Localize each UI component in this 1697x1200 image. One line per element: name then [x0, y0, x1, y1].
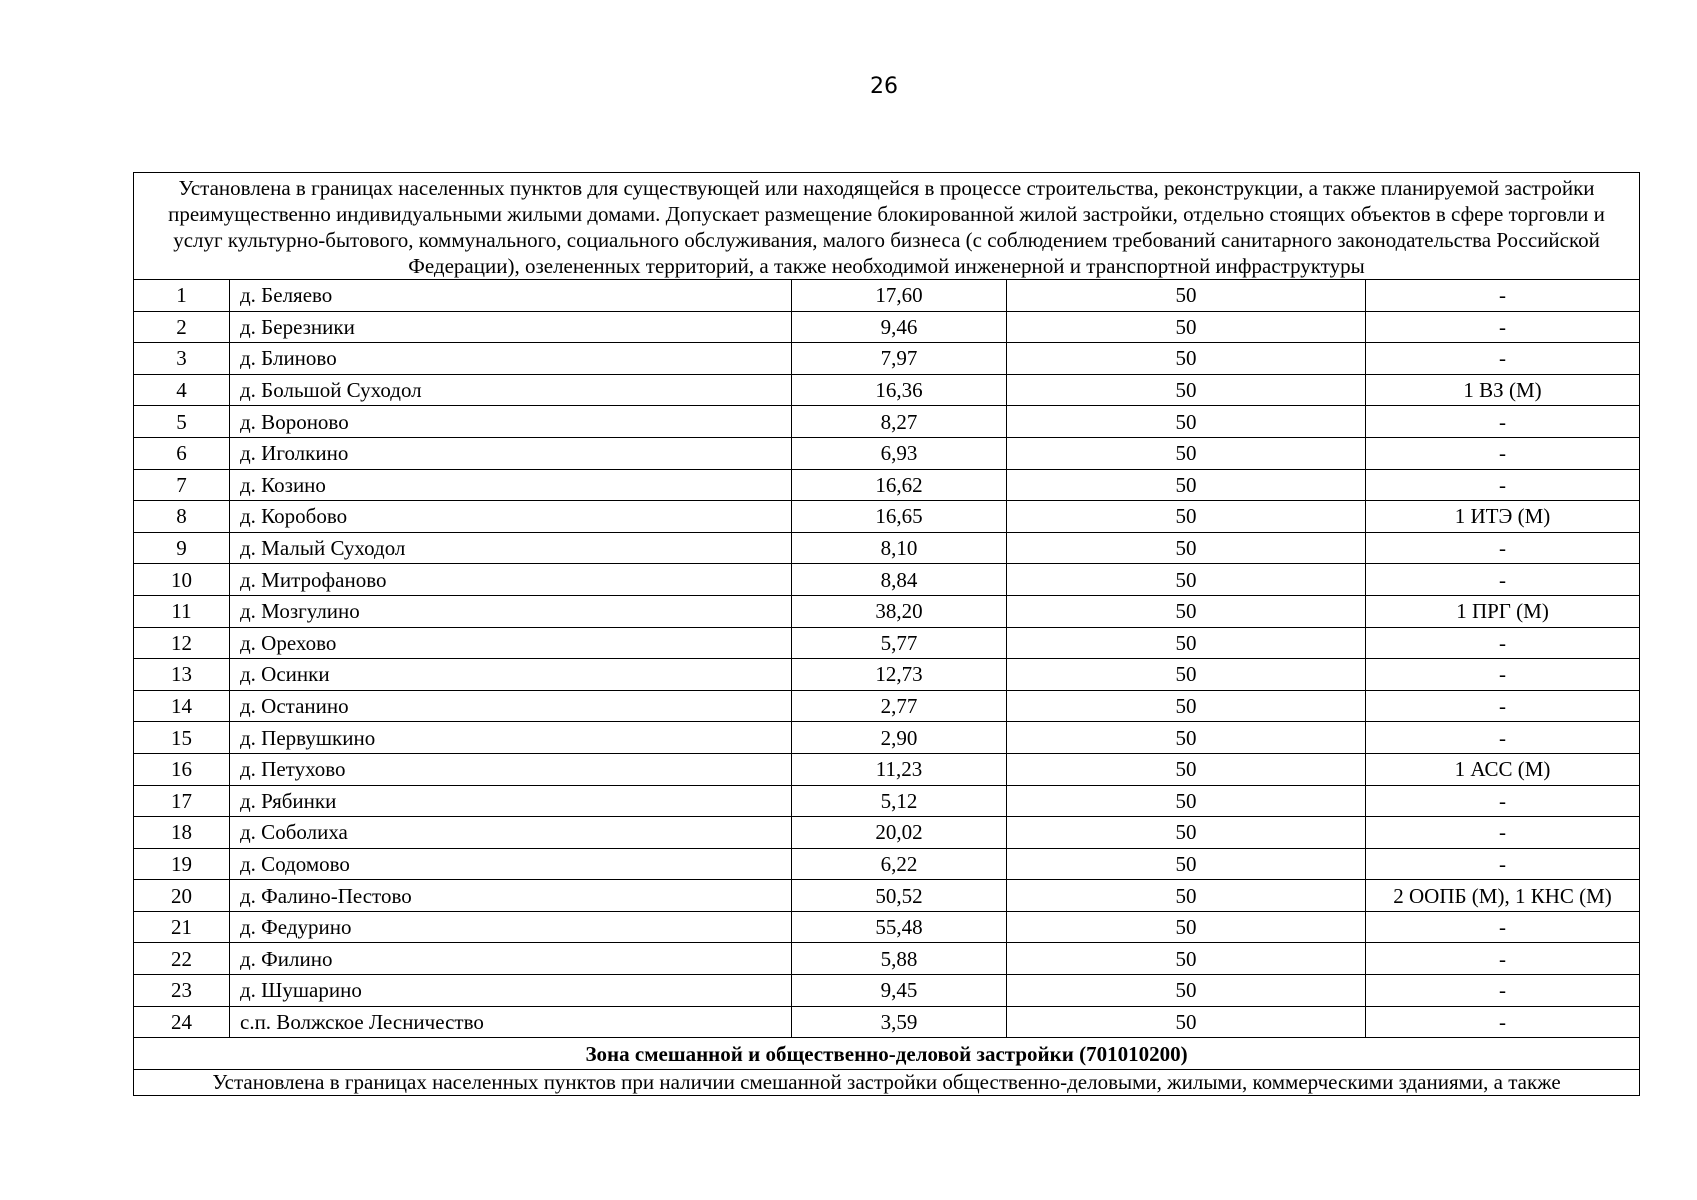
- settlement-name-cell: д. Березники: [230, 311, 792, 343]
- table-row: [134, 374, 1640, 406]
- settlement-name-cell: д. Содомово: [230, 848, 792, 880]
- row-number-cell: 17: [134, 785, 230, 817]
- row-number-cell: 8: [134, 501, 230, 533]
- density-cell: 50: [1007, 311, 1366, 343]
- density-cell: 50: [1007, 532, 1366, 564]
- settlement-name-cell: д. Мозгулино: [230, 595, 792, 627]
- table-row: [134, 943, 1640, 975]
- settlement-name-cell: д. Рябинки: [230, 785, 792, 817]
- density-cell: 50: [1007, 1006, 1366, 1038]
- area-cell: 17,60: [792, 280, 1007, 312]
- density-cell: 50: [1007, 406, 1366, 438]
- facilities-cell: -: [1366, 564, 1640, 596]
- density-cell: 50: [1007, 753, 1366, 785]
- row-number-cell: 19: [134, 848, 230, 880]
- density-cell: 50: [1007, 469, 1366, 501]
- density-cell: 50: [1007, 501, 1366, 533]
- facilities-cell: -: [1366, 911, 1640, 943]
- facilities-cell: -: [1366, 722, 1640, 754]
- facilities-cell: -: [1366, 627, 1640, 659]
- row-number-cell: 9: [134, 532, 230, 564]
- intro-text: Установлена в границах населенных пунктов для существующей или находящейся в процессе строительства, реконструкции, а также планируемой застройки преимущественно индивидуальными жилыми домами. Допускает размещение блокированной жилой застройки, отдельно стоящих объектов в сфере торговли и услуг культурно-бытового, коммунального, социального обслуживания, малого бизнеса (с соблюдением требований санитарного законодательства Российской Федерации), озелененных территорий, а также необходимой инженерной и транспортной инфраструктуры: [134, 173, 1640, 280]
- settlement-name-cell: д. Останино: [230, 690, 792, 722]
- row-number-cell: 12: [134, 627, 230, 659]
- area-cell: 12,73: [792, 659, 1007, 691]
- area-cell: 7,97: [792, 343, 1007, 375]
- density-cell: 50: [1007, 722, 1366, 754]
- settlement-name-cell: д. Беляево: [230, 280, 792, 312]
- density-cell: 50: [1007, 817, 1366, 849]
- facilities-cell: 2 ООПБ (М), 1 КНС (М): [1366, 880, 1640, 912]
- row-number-cell: 23: [134, 975, 230, 1007]
- table-row: [134, 280, 1640, 312]
- table-row: [134, 722, 1640, 754]
- area-cell: 38,20: [792, 595, 1007, 627]
- facilities-cell: -: [1366, 690, 1640, 722]
- area-cell: 9,45: [792, 975, 1007, 1007]
- row-number-cell: 16: [134, 753, 230, 785]
- density-cell: 50: [1007, 280, 1366, 312]
- row-number-cell: 6: [134, 437, 230, 469]
- facilities-cell: -: [1366, 817, 1640, 849]
- settlement-name-cell: д. Блиново: [230, 343, 792, 375]
- table-row: [134, 690, 1640, 722]
- settlement-name-cell: д. Коробово: [230, 501, 792, 533]
- density-cell: 50: [1007, 374, 1366, 406]
- area-cell: 11,23: [792, 753, 1007, 785]
- row-number-cell: 22: [134, 943, 230, 975]
- settlement-name-cell: д. Фалино-Пестово: [230, 880, 792, 912]
- table-row: [134, 501, 1640, 533]
- zone-table-body: [134, 173, 1640, 1096]
- facilities-cell: -: [1366, 343, 1640, 375]
- density-cell: 50: [1007, 627, 1366, 659]
- area-cell: 20,02: [792, 817, 1007, 849]
- facilities-cell: -: [1366, 437, 1640, 469]
- settlement-name-cell: д. Большой Суходол: [230, 374, 792, 406]
- row-number-cell: 24: [134, 1006, 230, 1038]
- zone-heading-row: [134, 1038, 1640, 1070]
- settlement-name-cell: д. Шушарино: [230, 975, 792, 1007]
- area-cell: 8,27: [792, 406, 1007, 438]
- facilities-cell: -: [1366, 785, 1640, 817]
- density-cell: 50: [1007, 943, 1366, 975]
- table-row: [134, 532, 1640, 564]
- table-row: [134, 911, 1640, 943]
- trailing-text: Установлена в границах населенных пунктов при наличии смешанной застройки общественно-деловыми, жилыми, коммерческими зданиями, а также: [134, 1069, 1640, 1095]
- area-cell: 50,52: [792, 880, 1007, 912]
- area-cell: 16,65: [792, 501, 1007, 533]
- area-cell: 2,90: [792, 722, 1007, 754]
- table-row: [134, 975, 1640, 1007]
- settlement-name-cell: д. Митрофаново: [230, 564, 792, 596]
- row-number-cell: 3: [134, 343, 230, 375]
- density-cell: 50: [1007, 785, 1366, 817]
- row-number-cell: 11: [134, 595, 230, 627]
- settlement-name-cell: д. Первушкино: [230, 722, 792, 754]
- area-cell: 2,77: [792, 690, 1007, 722]
- facilities-cell: -: [1366, 469, 1640, 501]
- settlement-name-cell: д. Соболиха: [230, 817, 792, 849]
- facilities-cell: -: [1366, 280, 1640, 312]
- row-number-cell: 20: [134, 880, 230, 912]
- settlement-name-cell: с.п. Волжское Лесничество: [230, 1006, 792, 1038]
- density-cell: 50: [1007, 690, 1366, 722]
- facilities-cell: 1 ВЗ (М): [1366, 374, 1640, 406]
- row-number-cell: 13: [134, 659, 230, 691]
- row-number-cell: 5: [134, 406, 230, 438]
- settlement-name-cell: д. Орехово: [230, 627, 792, 659]
- density-cell: 50: [1007, 437, 1366, 469]
- table-row: [134, 469, 1640, 501]
- facilities-cell: -: [1366, 311, 1640, 343]
- page-number: 26: [870, 74, 898, 99]
- density-cell: 50: [1007, 595, 1366, 627]
- row-number-cell: 2: [134, 311, 230, 343]
- table-row: [134, 1006, 1640, 1038]
- facilities-cell: -: [1366, 943, 1640, 975]
- settlement-name-cell: д. Малый Суходол: [230, 532, 792, 564]
- table-row: [134, 659, 1640, 691]
- table-row: [134, 437, 1640, 469]
- zone-heading: Зона смешанной и общественно-деловой застройки (701010200): [134, 1038, 1640, 1070]
- facilities-cell: -: [1366, 659, 1640, 691]
- settlement-name-cell: д. Осинки: [230, 659, 792, 691]
- row-number-cell: 21: [134, 911, 230, 943]
- row-number-cell: 1: [134, 280, 230, 312]
- settlement-name-cell: д. Иголкино: [230, 437, 792, 469]
- table-row: [134, 848, 1640, 880]
- area-cell: 6,93: [792, 437, 1007, 469]
- density-cell: 50: [1007, 564, 1366, 596]
- area-cell: 55,48: [792, 911, 1007, 943]
- area-cell: 16,36: [792, 374, 1007, 406]
- zone-table: [133, 172, 1640, 1096]
- settlement-name-cell: д. Вороново: [230, 406, 792, 438]
- settlement-name-cell: д. Козино: [230, 469, 792, 501]
- table-row: [134, 880, 1640, 912]
- facilities-cell: -: [1366, 532, 1640, 564]
- density-cell: 50: [1007, 848, 1366, 880]
- area-cell: 5,77: [792, 627, 1007, 659]
- area-cell: 5,88: [792, 943, 1007, 975]
- density-cell: 50: [1007, 975, 1366, 1007]
- density-cell: 50: [1007, 659, 1366, 691]
- row-number-cell: 15: [134, 722, 230, 754]
- intro-row: [134, 173, 1640, 280]
- table-row: [134, 595, 1640, 627]
- table-row: [134, 753, 1640, 785]
- facilities-cell: -: [1366, 1006, 1640, 1038]
- area-cell: 16,62: [792, 469, 1007, 501]
- area-cell: 6,22: [792, 848, 1007, 880]
- density-cell: 50: [1007, 343, 1366, 375]
- facilities-cell: 1 АСС (М): [1366, 753, 1640, 785]
- settlement-name-cell: д. Филино: [230, 943, 792, 975]
- area-cell: 5,12: [792, 785, 1007, 817]
- table-row: [134, 817, 1640, 849]
- density-cell: 50: [1007, 880, 1366, 912]
- facilities-cell: -: [1366, 848, 1640, 880]
- facilities-cell: 1 ПРГ (М): [1366, 595, 1640, 627]
- row-number-cell: 14: [134, 690, 230, 722]
- facilities-cell: -: [1366, 975, 1640, 1007]
- table-row: [134, 311, 1640, 343]
- trailing-text-row: [134, 1069, 1640, 1095]
- table-row: [134, 627, 1640, 659]
- density-cell: 50: [1007, 911, 1366, 943]
- settlement-name-cell: д. Федурино: [230, 911, 792, 943]
- facilities-cell: -: [1366, 406, 1640, 438]
- row-number-cell: 18: [134, 817, 230, 849]
- table-row: [134, 785, 1640, 817]
- area-cell: 8,84: [792, 564, 1007, 596]
- row-number-cell: 7: [134, 469, 230, 501]
- row-number-cell: 10: [134, 564, 230, 596]
- facilities-cell: 1 ИТЭ (М): [1366, 501, 1640, 533]
- area-cell: 8,10: [792, 532, 1007, 564]
- row-number-cell: 4: [134, 374, 230, 406]
- table-row: [134, 564, 1640, 596]
- area-cell: 3,59: [792, 1006, 1007, 1038]
- area-cell: 9,46: [792, 311, 1007, 343]
- table-row: [134, 406, 1640, 438]
- table-row: [134, 343, 1640, 375]
- settlement-name-cell: д. Петухово: [230, 753, 792, 785]
